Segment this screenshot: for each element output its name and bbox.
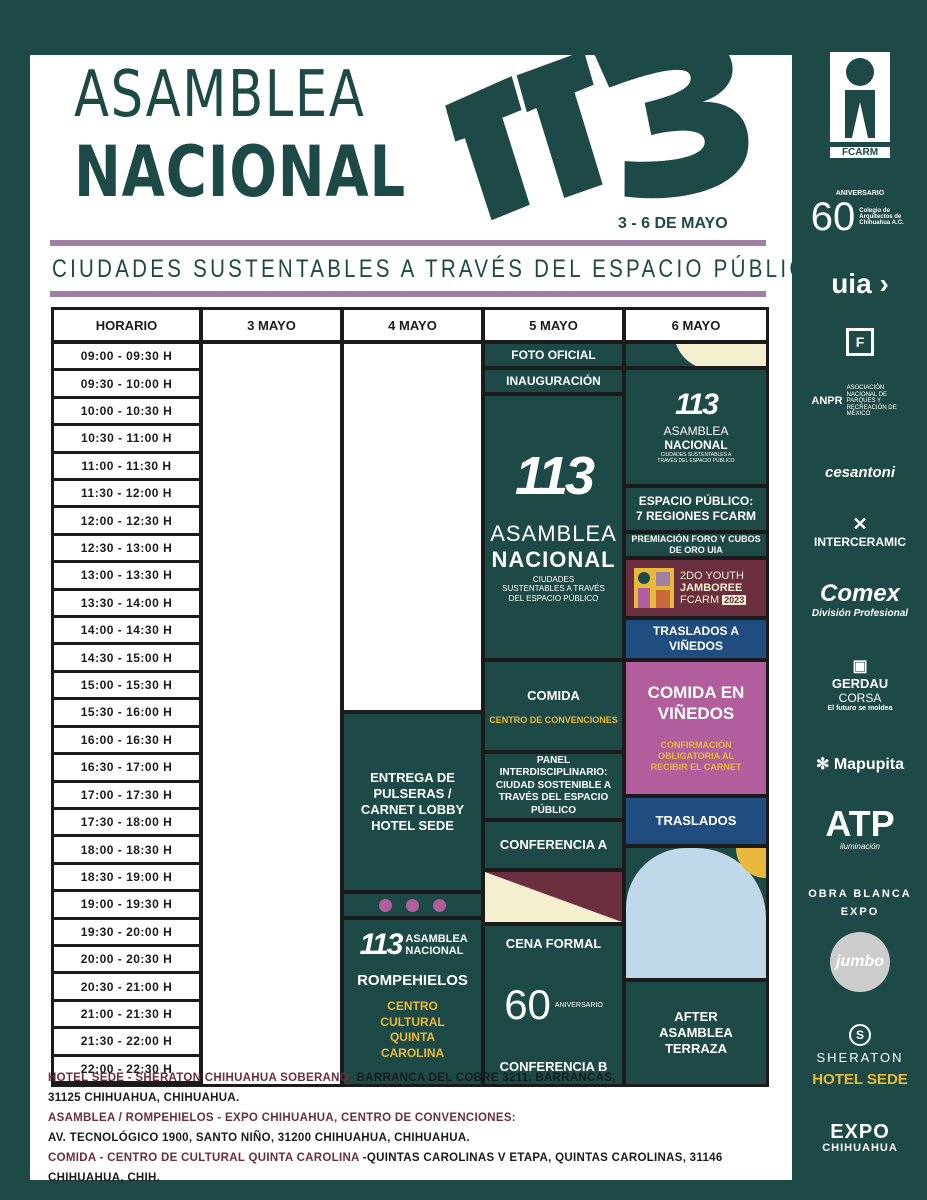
may6-jamboree-block [626,560,766,616]
footer-addresses [48,1068,788,1188]
time-slot: 12:30 - 13:00 H [54,536,199,560]
title-line1: ASAMBLEA [74,58,366,132]
time-slot: 09:00 - 09:30 H [54,344,199,368]
may6-logo-block [626,370,766,484]
mapupita-logo: ✻ Mapupita [815,756,905,773]
may6-confirmacion: CONFIRMACIÓN OBLIGATORIA AL RECIBIR EL CARNET [650,740,742,772]
jamboree-line2: JAMBOREE [680,581,743,594]
jamboree-logo-icon [634,568,674,608]
col-header-may4: 4 MAYO [344,310,481,340]
may5-comida-block [485,662,622,750]
col-header-horario: HORARIO [54,310,199,340]
may4-rompehielos-venue: CENTRO CULTURAL QUINTA CAROLINA [380,999,445,1060]
col-header-may6: 6 MAYO [626,310,766,340]
footer-line5: COMIDA - CENTRO DE CULTURAL QUINTA CAROLINA -QUINTAS CAROLINAS V ETAPA, QUINTAS CAROLINAS, 31146 CHIHUAHUA, CHIH. [48,1152,723,1184]
jumbo-logo: jumbo [795,932,925,992]
interceramic-icon: ✕ [852,514,868,534]
may5-logo-block [485,396,622,658]
time-slot: 16:00 - 16:30 H [54,728,199,752]
may6-comida-block [626,662,766,794]
time-slot: 21:00 - 21:30 H [54,1002,199,1026]
time-slot: 12:00 - 12:30 H [54,508,199,532]
may6-premiacion: PREMIACIÓN FORO Y CUBOS DE ORO UIA [626,534,766,556]
time-slot: 15:00 - 15:30 H [54,673,199,697]
may5-cena-block [485,926,622,1084]
time-slot: 20:30 - 21:00 H [54,974,199,998]
footer-line1: HOTEL SEDE - SHERATON CHIHUAHUA SOBERANO: BARRANCA DEL COBRE 3211, BARRANCAS, [48,1072,616,1084]
fcarm-label: FCARM [830,147,890,158]
decor-triangles-icon [485,872,622,922]
event-dates: 3 - 6 DE MAYO [618,215,728,232]
may5-conferencia-a: CONFERENCIA A [485,822,622,868]
footer-line4: AV. TECNOLÓGICO 1900, SANTO NIÑO, 31200 CHIHUAHUA, CHIHUAHUA. [48,1132,470,1144]
col-header-may3: 3 MAYO [203,310,340,340]
obra-blanca-logo: OBRA BLANCA EXPO [808,888,912,918]
may5-panel: PANEL INTERDISCIPLINARIO: CIUDAD SOSTENIBLE A TRAVÉS DEL ESPACIO PÚBLICO [485,754,622,818]
may5-comida: COMIDA [527,687,580,703]
flower-icon: ✻ [815,756,830,773]
dot-icon [379,899,392,912]
may6-traslados-vinedos: TRASLADOS A VIÑEDOS [652,624,740,653]
jamboree-line3: FCARM 2023 [680,594,745,607]
decor-circles-icon [626,848,766,978]
may6-logo-title1: ASAMBLEA [663,424,729,438]
may6-traslados-vinedos-cell [626,620,766,658]
gerdau-logo: ▣ GERDAU CORSA El futuro se moldea [795,656,925,712]
time-slot: 09:30 - 10:00 H [54,371,199,395]
time-slot: 14:30 - 15:00 H [54,645,199,669]
may4-logo-mark: 113 [359,928,402,961]
may4-entrega: ENTREGA DE PULSERAS / CARNET LOBBY HOTEL SEDE [344,714,481,890]
time-slot: 11:30 - 12:00 H [54,481,199,505]
may5-conferencia-b: CONFERENCIA B [499,1059,608,1074]
time-slot: 10:00 - 10:30 H [54,399,199,423]
anniversary-60-icon: 60 [810,195,856,239]
time-slot: 14:00 - 14:30 H [54,618,199,642]
title-line2: NACIONAL [74,131,407,213]
edition-logo-icon [410,25,780,235]
may5-logo-mark: 113 [514,445,593,506]
footer-line2: 31125 CHIHUAHUA, CHIHUAHUA. [48,1092,240,1104]
may5-logo-title1: ASAMBLEA [490,520,617,546]
cesantoni-logo: cesantoni [824,464,896,481]
divider-bottom [50,291,766,297]
time-slot: 18:00 - 18:30 H [54,837,199,861]
may6-comida-vinedos: COMIDA EN VIÑEDOS [647,683,745,723]
may3-empty [203,344,340,1084]
time-slot: 16:30 - 17:00 H [54,755,199,779]
time-slot: 15:30 - 16:00 H [54,700,199,724]
footer-line3: ASAMBLEA / ROMPEHIELOS - EXPO CHIHUAHUA, CENTRO DE CONVENCIONES: [48,1112,516,1124]
fcarm-icon [830,52,890,142]
time-slot: 21:30 - 22:00 H [54,1029,199,1053]
uia-logo: uia › [831,268,889,299]
may6-traslados-cell [626,798,766,844]
square-brand-icon: F [846,328,874,356]
time-slot: 17:30 - 18:00 H [54,810,199,834]
fcarm-logo [795,52,925,170]
divider-top [50,240,766,246]
colegio-logo: ANIVERSARIO 60 Colegio de Arquitectos de Chihuahua A.C. [810,190,904,239]
may4-dots [344,894,481,916]
may5-logo-title2: NACIONAL [491,546,616,572]
may5-logo-sub: CIUDADES SUSTENTABLES A TRAVÉS DEL ESPACIO PÚBLICO [502,574,605,603]
dot-icon [433,899,446,912]
may5-inauguracion: INAUGURACIÓN [485,370,622,392]
jamboree-line1: 2DO YOUTH [680,569,744,582]
may6-decor-top [626,344,766,366]
may6-logo-title2: NACIONAL [664,438,728,452]
may5-foto: FOTO OFICIAL [485,344,622,366]
expo-chihuahua-logo: EXPO CHIHUAHUA [822,1121,898,1154]
anpr-logo: ANPR ASOCIACIÓN NACIONAL DE PARQUES Y RECREACIÓN DE MÉXICO [811,385,897,418]
time-slot: 22:00 - 22:30 H [54,1057,199,1081]
interceramic-logo: ✕ INTERCERAMIC [795,514,925,549]
may5-cena: CENA FORMAL [505,936,602,951]
time-slot: 13:30 - 14:00 H [54,591,199,615]
col-header-may5: 5 MAYO [485,310,622,340]
gerdau-icon: ▣ [852,658,868,675]
may4-logo-title: ASAMBLEA NACIONAL [405,932,468,957]
may4-empty [344,344,481,710]
square-logo [795,328,925,356]
time-slot: 17:00 - 17:30 H [54,783,199,807]
sheraton-icon: S [849,1024,871,1046]
time-slot: 20:00 - 20:30 H [54,947,199,971]
anniversary-60-icon: 60 ANIVERSARIO [504,981,603,1028]
comex-logo: Comex División Profesional [811,580,909,619]
may5-decor [485,872,622,922]
time-slot: 19:30 - 20:00 H [54,920,199,944]
time-slot: 13:00 - 13:30 H [54,563,199,587]
dot-icon [406,899,419,912]
time-slot: 10:30 - 11:00 H [54,426,199,450]
may4-rompehielos: ROMPEHIELOS [357,972,468,989]
time-slot: 19:00 - 19:30 H [54,892,199,916]
subtitle: CIUDADES SUSTENTABLES A TRAVÉS DEL ESPACIO PÚBLICO [52,255,827,283]
time-slot: 18:30 - 19:00 H [54,865,199,889]
poster [30,55,827,1184]
may6-decor-bottom [626,848,766,978]
may6-logo-mark: 113 [675,388,717,421]
may5-comida-venue: CENTRO DE CONVENCIONES [489,714,618,725]
may6-after: AFTER ASAMBLEA TERRAZA [626,982,766,1084]
may4-rompehielos-block [344,920,481,1084]
may6-logo-sub: CIUDADES SUSTENTABLES A TRAVÉS DEL ESPACIO PÚBLICO [657,452,735,464]
schedule-grid [51,307,769,1087]
atp-logo: ATP iluminación [825,803,895,851]
time-slot: 11:00 - 11:30 H [54,454,199,478]
sheraton-logo: S SHERATON HOTEL SEDE [795,1024,925,1088]
may6-espacio: ESPACIO PÚBLICO: 7 REGIONES FCARM [626,488,766,530]
may6-traslados: TRASLADOS [655,812,737,828]
